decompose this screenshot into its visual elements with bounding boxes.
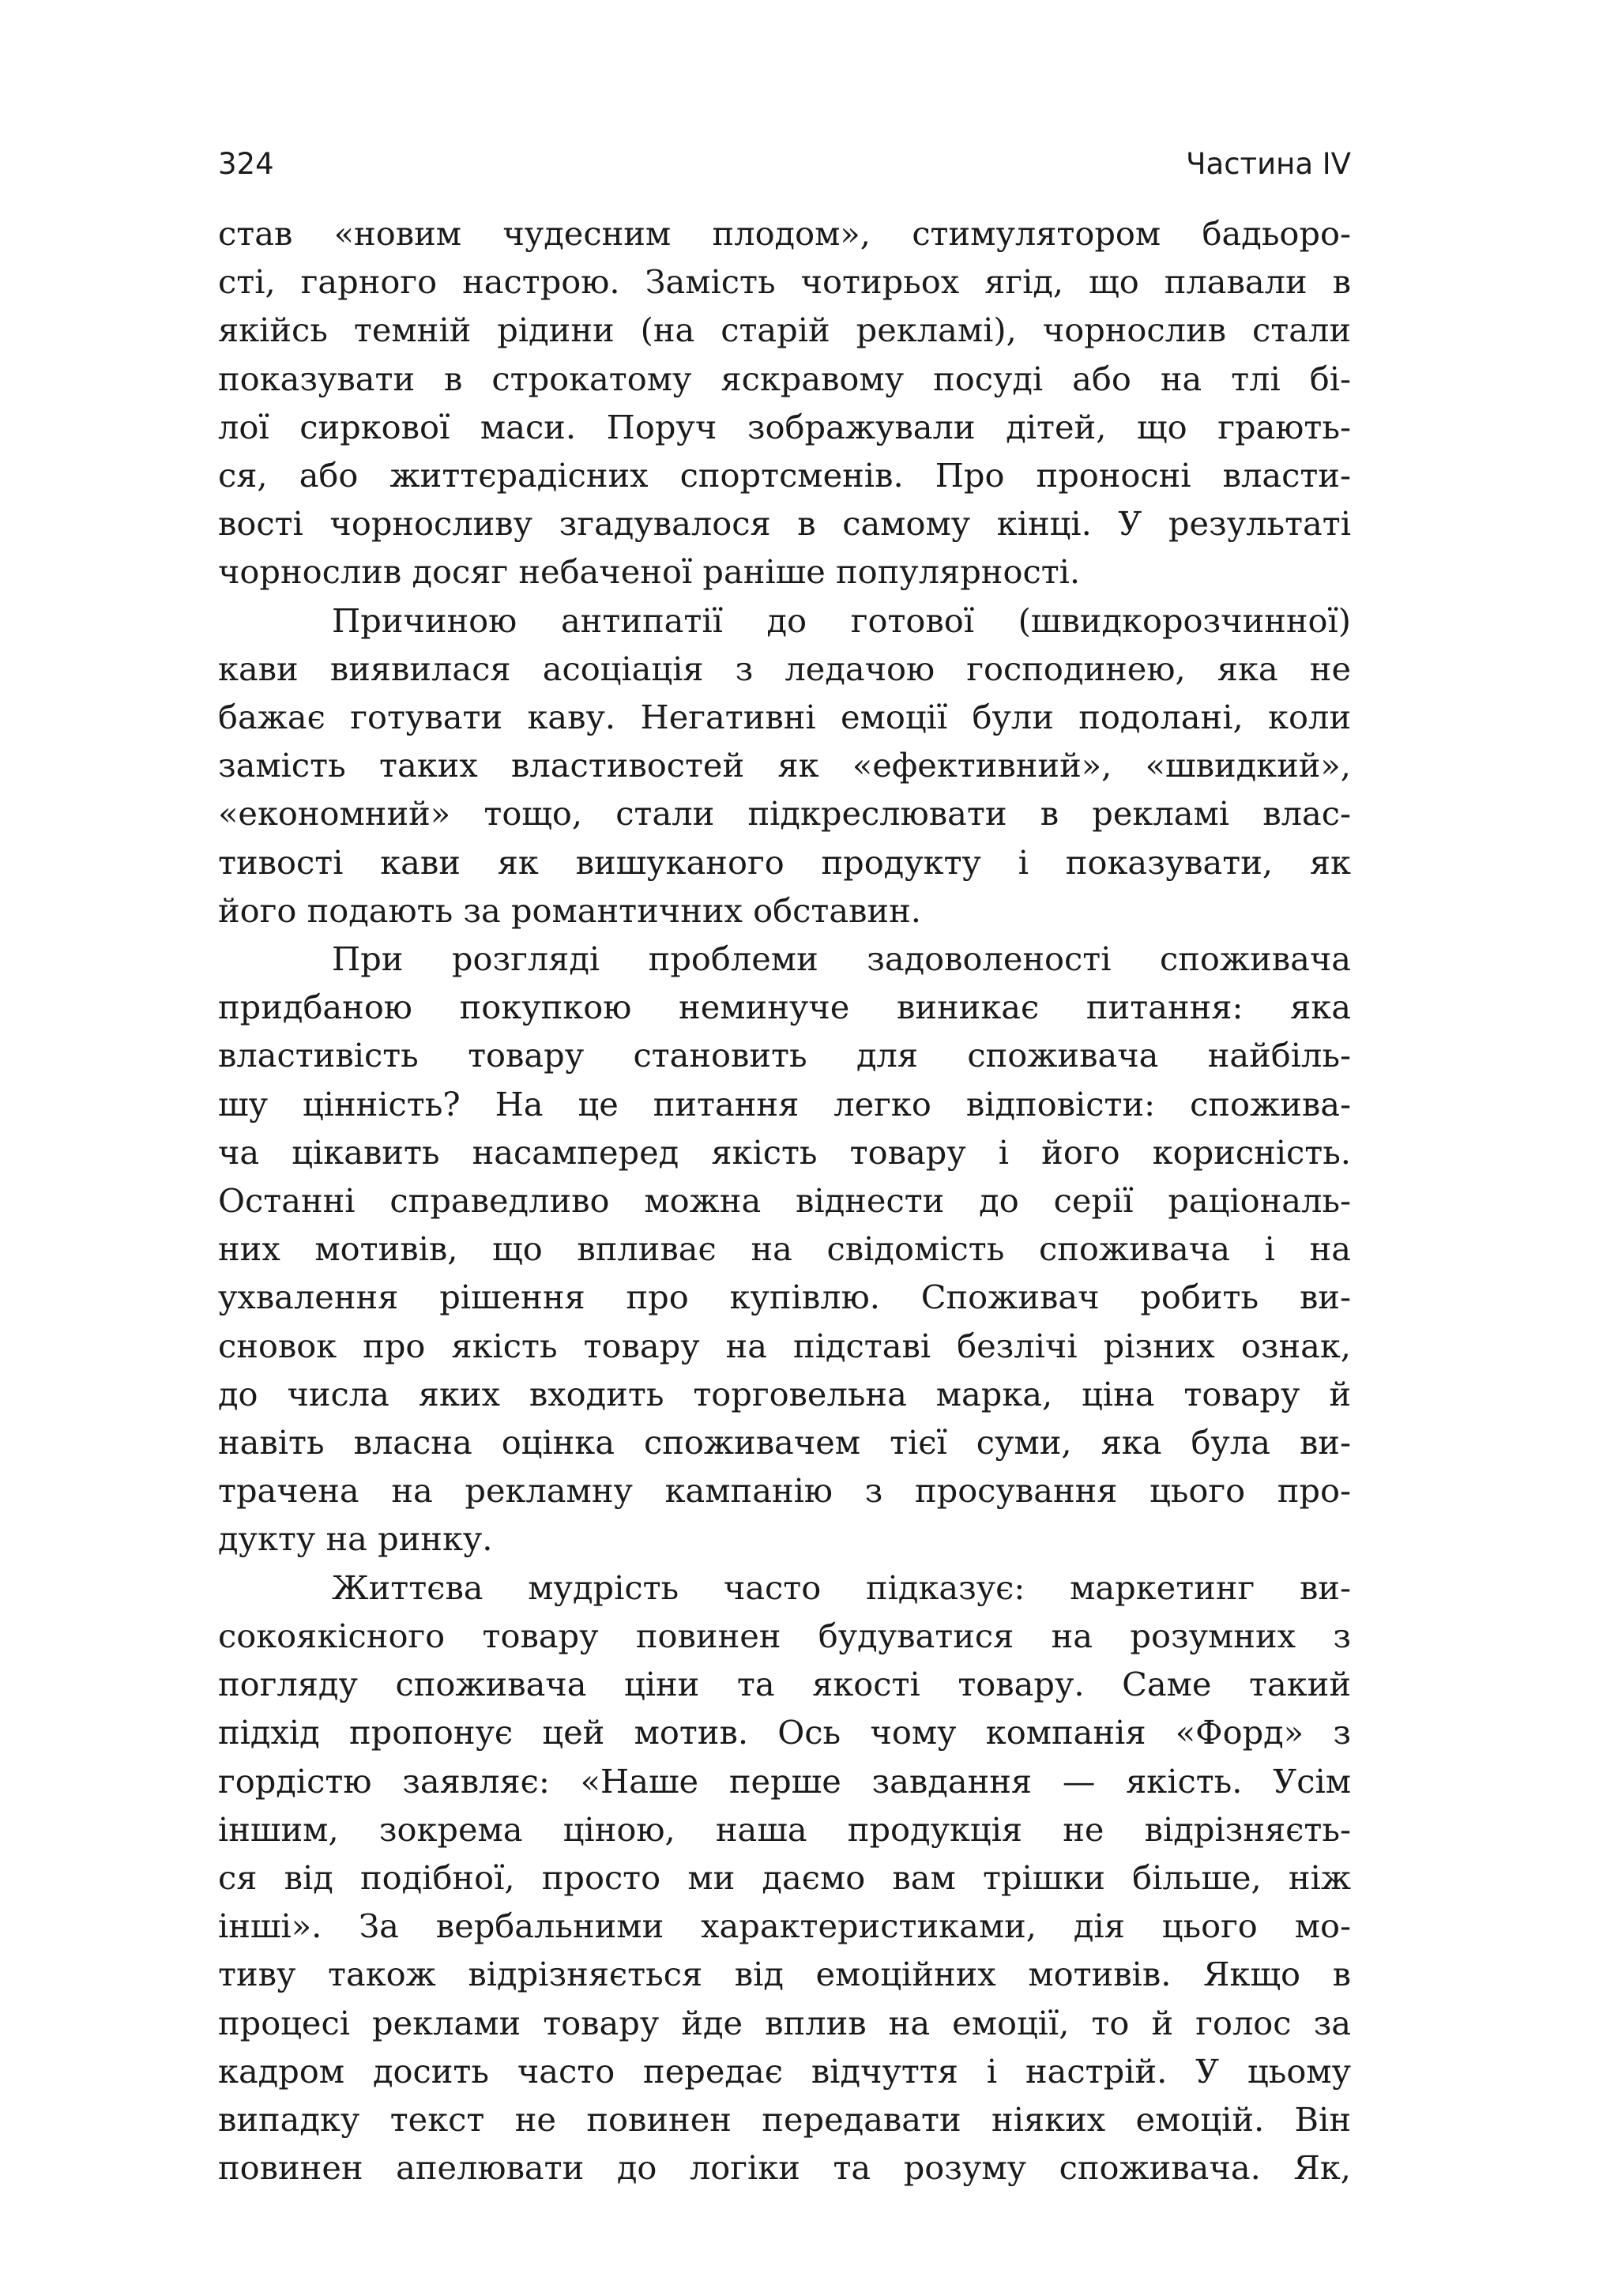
text-line: до числа яких входить торговельна марка, ціна товару й — [218, 1374, 1351, 1413]
text-line: чорнослив досяг небаченої раніше популярності. — [218, 552, 1081, 592]
text-line: сновок про якість товару на підставі безлічі різних ознак, — [218, 1326, 1351, 1365]
text-line: тиву також відрізняється від емоційних мотивів. Якщо в — [218, 1955, 1351, 1994]
text-line: дукту на ринку. — [218, 1519, 493, 1559]
text-line: тивості кави як вишуканого продукту і показувати, як — [218, 842, 1351, 882]
text-line: випадку текст не повинен передавати ніяких емоцій. Він — [218, 2099, 1351, 2139]
text-line: «економний» тощо, стали підкреслювати в рекламі влас- — [218, 794, 1351, 834]
page-number: 324 — [218, 147, 274, 181]
text-line: кави виявилася асоціація з ледачою господинею, яка не — [218, 649, 1351, 688]
text-line: замість таких властивостей як «ефективний», «швидкий», — [218, 746, 1351, 785]
paragraph — [218, 935, 1351, 1564]
text-line: Причиною антипатії до готової (швидкорозчинної) — [332, 600, 1351, 640]
section-title: Частина IV — [1186, 147, 1351, 181]
text-line: його подають за романтичних обставин. — [218, 890, 921, 930]
text-line: них мотивів, що впливає на свідомість споживача і на — [218, 1229, 1351, 1269]
text-line: шу цінність? На це питання легко відповісти: спожива- — [218, 1084, 1351, 1124]
text-line: ча цікавить насамперед якість товару і його корисність. — [218, 1132, 1351, 1172]
text-line: придбаною покупкою неминуче виникає питання: яка — [218, 988, 1351, 1027]
text-line: показувати в строкатому яскравому посуді або на тлі бі- — [218, 359, 1351, 398]
text-line: процесі реклами товару йде вплив на емоції, то й голос за — [218, 2003, 1351, 2042]
text-line: вості чорносливу згадувалося в самому кінці. У результаті — [218, 504, 1351, 544]
text-line: При розгляді проблеми задоволеності споживача — [332, 939, 1351, 979]
text-line: погляду споживача ціни та якості товару. Саме такий — [218, 1665, 1351, 1704]
paragraph — [218, 209, 1351, 597]
text-line: іншим, зокрема ціною, наша продукція не відрізняєть- — [218, 1809, 1351, 1849]
body-text — [218, 209, 1351, 2192]
text-line: ся від подібної, просто ми даємо вам трішки більше, ніж — [218, 1858, 1351, 1897]
text-line: повинен апелювати до логіки та розуму споживача. Як, — [218, 2148, 1351, 2188]
text-line: сокоякісного товару повинен будуватися на розумних з — [218, 1616, 1351, 1655]
text-line: інші». За вербальними характеристиками, дія цього мо- — [218, 1906, 1351, 1946]
text-line: лої сиркової маси. Поруч зображували дітей, що грають- — [218, 407, 1351, 446]
text-line: Останні справедливо можна віднести до серії раціональ- — [218, 1181, 1351, 1221]
text-line: став «новим чудесним плодом», стимулятором бадьоро- — [218, 214, 1351, 253]
text-line: якійсь темній рідини (на старій рекламі), чорнослив стали — [218, 311, 1351, 350]
paragraph — [218, 1564, 1351, 2192]
text-line: кадром досить часто передає відчуття і настрій. У цьому — [218, 2051, 1351, 2091]
text-line: гордістю заявляє: «Наше перше завдання — якість. Усім — [218, 1761, 1351, 1801]
text-line: властивість товару становить для споживача найбіль- — [218, 1036, 1351, 1075]
text-line: підхід пропонує цей мотив. Ось чому компанія «Форд» з — [218, 1713, 1351, 1752]
text-line: бажає готувати каву. Негативні емоції були подолані, коли — [218, 698, 1351, 737]
text-line: ся, або життєрадісних спортсменів. Про проносні власти- — [218, 456, 1351, 495]
text-line: трачена на рекламну кампанію з просування цього про- — [218, 1471, 1351, 1511]
running-header — [218, 147, 1351, 194]
text-line: Життєва мудрість часто підказує: маркетинг ви- — [332, 1568, 1351, 1607]
text-line: навіть власна оцінка споживачем тієї суми, яка була ви- — [218, 1423, 1351, 1462]
paragraph — [218, 597, 1351, 935]
text-line: ухвалення рішення про купівлю. Споживач робить ви- — [218, 1278, 1351, 1317]
text-line: сті, гарного настрою. Замість чотирьох ягід, що плавали в — [218, 262, 1351, 302]
